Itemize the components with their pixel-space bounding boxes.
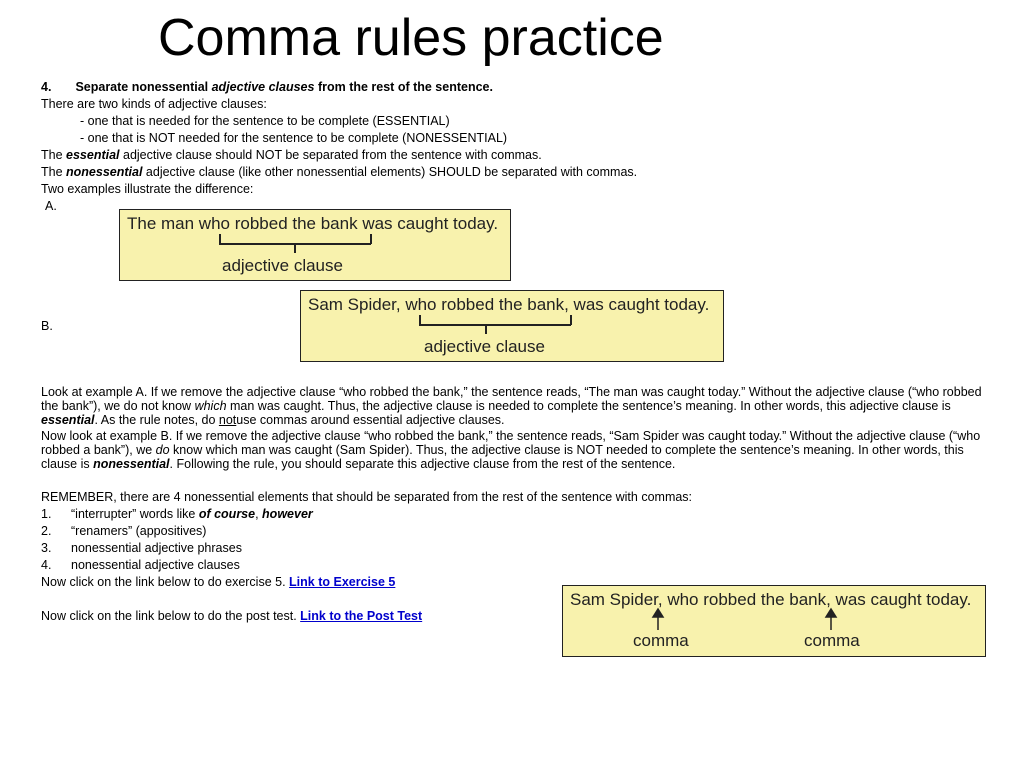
post-test-link[interactable]: Link to the Post Test — [300, 609, 423, 623]
essential-statement: The essential adjective clause should NOT be separated from the sentence with commas. — [41, 148, 542, 162]
nonessential-statement: The nonessential adjective clause (like other nonessential elements) SHOULD be separated with commas. — [41, 165, 638, 179]
example-b-image — [300, 290, 724, 362]
comma-example-sentence: Sam Spider, who robbed the bank, was caught today. — [570, 590, 972, 609]
explanation-b: Now look at example B. If we remove the adjective clause “who robbed the bank,” the sentence reads, “Sam Spider was caught today.” Without the adjective clause (“who robbed a bank”), we do know which man was caught (Sam Spider). Thus, the adjective clause is NOT needed to complete the sentence’s meaning. In other words, this clause is nonessential. Following the rule, you should separate this adjective clause from the rest of the sentence. — [41, 429, 981, 471]
example-b-clause-label: adjective clause — [424, 337, 545, 356]
bracket-pointer — [294, 243, 296, 253]
list-number: 1. — [41, 507, 52, 521]
bracket-right — [370, 234, 372, 244]
rule-number: 4. — [41, 80, 52, 94]
rule-heading-emphasis: adjective clauses — [211, 80, 315, 94]
rule-heading: 4. Separate nonessential adjective clauses from the rest of the sentence. — [41, 80, 493, 94]
post-test-instruction: Now click on the link below to do the post test. Link to the Post Test — [41, 609, 423, 623]
comma-label-2: comma — [804, 631, 860, 650]
arrow-up-icon — [653, 609, 663, 630]
comma-example-image — [562, 585, 986, 657]
intro-line-2: - one that is needed for the sentence to be complete (ESSENTIAL) — [80, 114, 450, 128]
remember-statement: REMEMBER, there are 4 nonessential elements that should be separated from the rest of the sentence with commas: — [41, 490, 693, 504]
example-a-image — [119, 209, 511, 281]
intro-line-3: - one that is NOT needed for the sentence to be complete (NONESSENTIAL) — [80, 131, 508, 145]
bracket-right — [570, 315, 572, 325]
example-b-sentence: Sam Spider, who robbed the bank, was caught today. — [308, 295, 710, 314]
list-item: “renamers” (appositives) — [71, 524, 207, 538]
explanation-a: Look at example A. If we remove the adjective clause “who robbed the bank,” the sentence reads, “The man was caught today.” Without the adjective clause (“who robbed the bank”), we do not know which man was caught. Thus, the adjective clause is needed to complete the sentence’s meaning. In other words, this adjective clause is essential. As the rule notes, do notuse commas around essential adjective clauses. — [41, 385, 982, 427]
list-item: nonessential adjective phrases — [71, 541, 242, 555]
comma-label-1: comma — [633, 631, 689, 650]
bracket-pointer — [485, 324, 487, 334]
comma-arrows — [563, 586, 987, 658]
intro-line-1: There are two kinds of adjective clauses: — [41, 97, 267, 111]
example-a-clause-label: adjective clause — [222, 256, 343, 275]
list-number: 4. — [41, 558, 52, 572]
example-b-label: B. — [41, 319, 53, 333]
examples-intro: Two examples illustrate the difference: — [41, 182, 254, 196]
list-item: nonessential adjective clauses — [71, 558, 240, 572]
example-a-sentence: The man who robbed the bank was caught today. — [127, 214, 499, 233]
list-number: 3. — [41, 541, 52, 555]
example-a-label: A. — [45, 199, 57, 213]
list-item: “interrupter” words like of course, however — [71, 507, 313, 521]
exercise-5-link[interactable]: Link to Exercise 5 — [289, 575, 396, 589]
arrow-up-icon — [826, 609, 836, 630]
bracket-base — [419, 324, 571, 326]
page-title: Comma rules practice — [158, 9, 664, 67]
list-number: 2. — [41, 524, 52, 538]
exercise-instruction: Now click on the link below to do exercise 5. Link to Exercise 5 — [41, 575, 396, 589]
